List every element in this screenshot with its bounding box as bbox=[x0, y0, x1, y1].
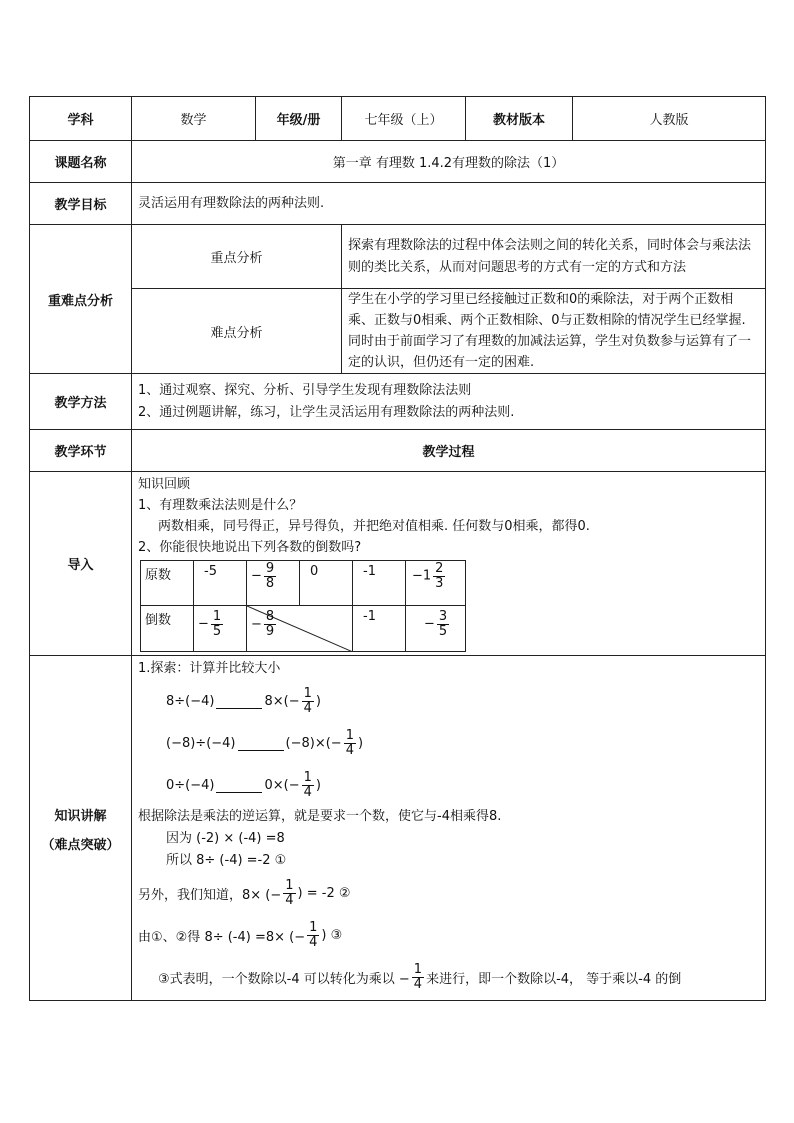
fraction-denominator: 3 bbox=[435, 575, 444, 591]
hard-point-row bbox=[30, 289, 766, 374]
answer-blank[interactable] bbox=[238, 736, 284, 751]
method-row bbox=[30, 374, 766, 430]
original-cell-1: -5 bbox=[194, 561, 247, 606]
expression-right: 8×(− bbox=[264, 693, 300, 709]
fraction-numerator: 1 bbox=[345, 727, 354, 743]
reciprocal-cell-4: -1 bbox=[353, 606, 406, 652]
edition-label: 教材版本 bbox=[466, 97, 573, 141]
process-header-row bbox=[30, 430, 766, 472]
topic-value: 第一章 有理数 1.4.2有理数的除法（1） bbox=[132, 141, 766, 183]
key-point-text: 探索有理数除法的过程中体会法则之间的转化关系，同时体会与乘法法则的类比关系，从而对问题思考的方式有一定的方式和方法 bbox=[342, 225, 766, 289]
fraction bbox=[412, 963, 424, 991]
knowledge-line-2: 根据除法是乘法的逆运算，就是要求一个数，使它与-4相乘得8. bbox=[138, 809, 502, 824]
fraction-denominator: 9 bbox=[265, 623, 275, 639]
fraction bbox=[302, 687, 314, 715]
fraction-denominator: 4 bbox=[303, 784, 312, 800]
expression-left: (−8)÷(−4) bbox=[166, 735, 236, 751]
expression-left: 0÷(−4) bbox=[166, 777, 215, 793]
text-part: ) = -2 ② bbox=[297, 885, 351, 901]
grade-label: 年级/册 bbox=[256, 97, 342, 141]
fraction-numerator: 1 bbox=[212, 609, 222, 624]
fraction bbox=[264, 610, 276, 638]
answer-blank[interactable] bbox=[216, 694, 262, 709]
difficulty-label: 重难点分析 bbox=[30, 225, 132, 374]
expression-right: (−8)×(− bbox=[285, 735, 342, 751]
text-part: 另外，我们知道，8× (− bbox=[138, 887, 282, 903]
fraction bbox=[437, 610, 449, 638]
compare-expression-3 bbox=[138, 764, 759, 806]
fraction-numerator: 1 bbox=[309, 919, 318, 935]
original-row bbox=[141, 561, 466, 606]
knowledge-sublabel: （难点突破） bbox=[41, 838, 120, 853]
topic-row bbox=[30, 141, 766, 183]
intro-row bbox=[30, 472, 766, 656]
subject-label: 学科 bbox=[30, 97, 132, 141]
minus-sign: − bbox=[424, 616, 435, 632]
goal-label: 教学目标 bbox=[30, 183, 132, 225]
process-left-header: 教学环节 bbox=[30, 430, 132, 472]
fraction-denominator: 8 bbox=[265, 575, 275, 591]
intro-line-2: 1、有理数乘法法则是什么？ bbox=[138, 498, 303, 513]
original-label: 原数 bbox=[141, 561, 194, 606]
close-paren: ) bbox=[357, 735, 364, 751]
fraction bbox=[433, 562, 445, 590]
edition-value: 人教版 bbox=[573, 97, 766, 141]
method-line-2: 2、通过例题讲解，练习，让学生灵活运用有理数除法的两种法则. bbox=[138, 404, 515, 420]
minus-sign: − bbox=[251, 616, 262, 632]
fraction-denominator: 4 bbox=[345, 742, 354, 758]
intro-content bbox=[132, 472, 766, 656]
intro-line-4: 2、你能很快地说出下列各数的倒数吗? bbox=[138, 540, 362, 555]
answer-blank[interactable] bbox=[216, 778, 262, 793]
fraction-numerator: 3 bbox=[438, 609, 448, 624]
close-paren: ) bbox=[315, 693, 321, 709]
reciprocal-cell-2 bbox=[247, 606, 353, 652]
hard-point-text: 学生在小学的学习里已经接触过正数和0的乘除法，对于两个正数相乘、正数与0相乘、两个正数相除、0与正数相除的情况学生已经掌握. 同时由于前面学习了有理数的加减法运算，学生对负数参与运算有了一定的认识，但仍还有一定的困难. bbox=[342, 289, 766, 374]
knowledge-line-6 bbox=[138, 914, 759, 956]
compare-expression-1 bbox=[138, 680, 759, 722]
original-cell-4: -1 bbox=[353, 561, 406, 606]
minus-sign: − bbox=[198, 616, 209, 632]
key-point-label: 重点分析 bbox=[132, 225, 342, 289]
diagonal-line bbox=[247, 606, 353, 652]
fraction-denominator: 4 bbox=[413, 976, 423, 992]
header-row bbox=[30, 97, 766, 141]
fraction bbox=[264, 562, 276, 590]
intro-label: 导入 bbox=[30, 472, 132, 656]
method-label: 教学方法 bbox=[30, 374, 132, 430]
knowledge-label-cell bbox=[30, 656, 132, 1001]
text-part: 由①、②得 8÷ (-4) =8× (− bbox=[138, 929, 306, 945]
fraction-denominator: 4 bbox=[309, 934, 318, 950]
process-right-header: 教学过程 bbox=[132, 430, 766, 472]
minus-sign: − bbox=[251, 568, 262, 584]
method-line-1: 1、通过观察、探究、分析、引导学生发现有理数除法法则 bbox=[138, 382, 472, 398]
close-paren: ) bbox=[315, 777, 321, 793]
knowledge-line-3: 因为 (-2) × (-4) =8 bbox=[166, 831, 285, 846]
fraction-numerator: 1 bbox=[303, 769, 312, 785]
method-text bbox=[132, 374, 766, 430]
goal-value: 灵活运用有理数除法的两种法则. bbox=[132, 183, 766, 225]
text-part: 来进行，即一个数除以-4， 等于乘以-4 的倒 bbox=[426, 971, 682, 987]
reciprocal-label: 倒数 bbox=[141, 606, 194, 652]
fraction bbox=[307, 921, 319, 949]
fraction-numerator: 1 bbox=[413, 961, 423, 977]
fraction-numerator: 1 bbox=[285, 877, 294, 893]
expression-right: 0×(− bbox=[264, 777, 300, 793]
subject-value: 数学 bbox=[132, 97, 256, 141]
fraction-numerator: 1 bbox=[303, 685, 312, 701]
expression-left: 8÷(−4) bbox=[166, 693, 215, 709]
text-part: ③式表明，一个数除以-4 可以转化为乘以 − bbox=[158, 971, 410, 987]
grade-value: 七年级（上） bbox=[342, 97, 466, 141]
fraction-numerator: 2 bbox=[435, 561, 444, 576]
compare-expression-2 bbox=[138, 722, 759, 764]
reciprocal-cell-1 bbox=[194, 606, 247, 652]
fraction bbox=[344, 729, 356, 757]
fraction bbox=[302, 771, 314, 799]
goal-row bbox=[30, 183, 766, 225]
reciprocal-row bbox=[141, 606, 466, 652]
lesson-plan-table bbox=[29, 96, 766, 1001]
original-cell-5 bbox=[406, 561, 466, 606]
knowledge-line-4: 所以 8÷ (-4) =-2 ① bbox=[166, 853, 287, 868]
topic-label: 课题名称 bbox=[30, 141, 132, 183]
intro-line-1: 知识回顾 bbox=[138, 477, 191, 492]
reciprocal-cell-5 bbox=[406, 606, 466, 652]
fraction-denominator: 4 bbox=[303, 700, 312, 716]
knowledge-line-1: 1.探索：计算并比较大小 bbox=[138, 661, 281, 676]
hard-point-label: 难点分析 bbox=[132, 289, 342, 374]
fraction-numerator: 8 bbox=[265, 609, 275, 624]
mixed-whole: −1 bbox=[412, 568, 432, 584]
knowledge-line-7 bbox=[138, 956, 759, 998]
original-cell-2 bbox=[247, 561, 300, 606]
fraction bbox=[211, 610, 223, 638]
fraction-denominator: 4 bbox=[285, 892, 294, 908]
fraction-numerator: 9 bbox=[265, 561, 275, 576]
fraction-denominator: 5 bbox=[438, 623, 448, 639]
knowledge-content bbox=[132, 656, 766, 1001]
knowledge-line-5 bbox=[138, 872, 759, 914]
intro-line-3: 两数相乘，同号得正，异号得负，并把绝对值相乘. 任何数与0相乘，都得0. bbox=[158, 519, 590, 534]
knowledge-label: 知识讲解 bbox=[54, 809, 107, 824]
knowledge-row bbox=[30, 656, 766, 1001]
text-part: ) ③ bbox=[321, 927, 343, 943]
fraction bbox=[283, 879, 295, 907]
fraction-denominator: 5 bbox=[212, 623, 222, 639]
reciprocal-table bbox=[140, 560, 466, 652]
key-point-row bbox=[30, 225, 766, 289]
original-cell-3: 0 bbox=[300, 561, 353, 606]
